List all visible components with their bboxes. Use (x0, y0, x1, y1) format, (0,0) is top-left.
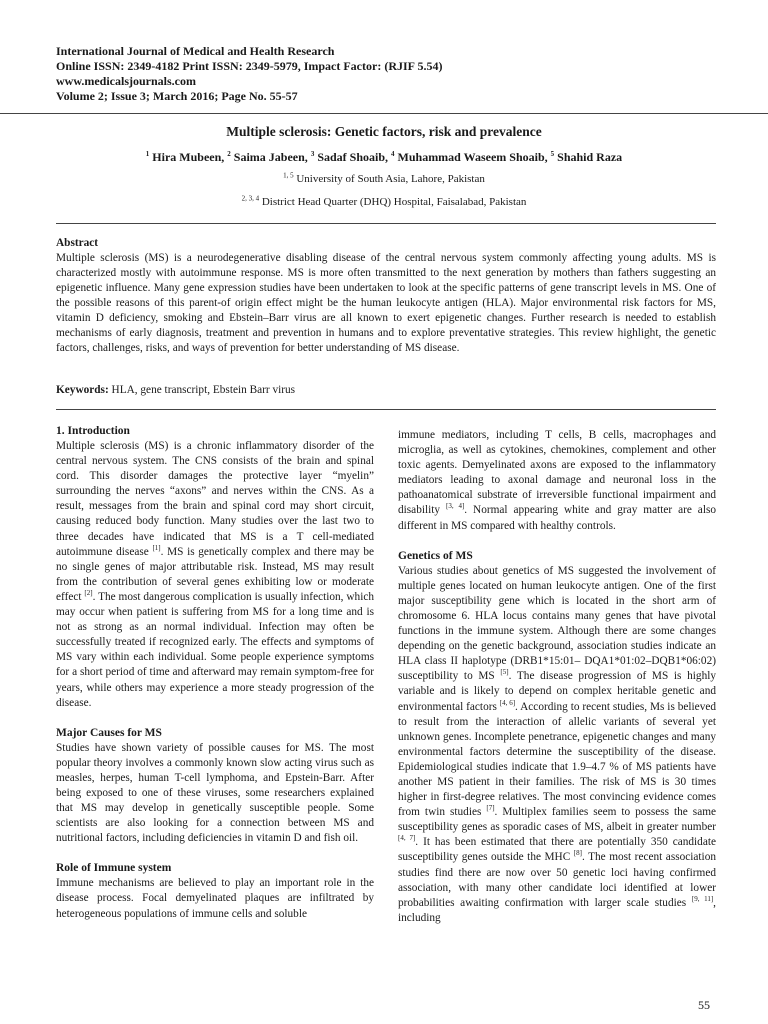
keywords-label: Keywords: (56, 384, 109, 396)
abstract-top-divider (56, 223, 716, 224)
section-heading-genetics: Genetics of MS (398, 549, 473, 562)
paper-title: Multiple sclerosis: Genetic factors, risk and prevalence (226, 124, 542, 139)
author-sup: 5 (550, 150, 555, 158)
page-number: 55 (698, 998, 710, 1012)
author-list (0, 150, 768, 165)
intro-paragraph: Multiple sclerosis (MS) is a chronic inflammatory disorder of the central nervous system. The CNS consists of the brain and spinal cord. This disorder damages the protective layer “myelin” surrounding the nerves “axons” and nerves within the CNS. As a result, messages from the brain and spinal cord may short circuit, causing reduced body function. Many studies over the last two to three decades have indicated that MS is a T cell-mediated autoimmune disease [1]. MS is genetically complex and there may be no single genes of major attributable risk. Instead, MS may result from the contribution of several genes exhibiting low or moderate effect [2]. The most dangerous complication is usually infection, which may occur when patient is suffering from MS for a long time and is not as strong as an normal individual. Infection may often be successfully treated if recognized early. The effects and symptoms of MS vary within each individual. Some people experience symptoms for a short period of time and afterward may remain symptom-free for years, while others may experience a more steady progression of the disease. (56, 440, 375, 709)
author-name: Shahid Raza (557, 150, 623, 164)
author-name: Muhammad Waseem Shoaib, (397, 150, 548, 164)
citation[interactable]: [9, 11] (691, 894, 714, 903)
author-name: Hira Mubeen, (152, 150, 225, 164)
causes-paragraph: Studies have shown variety of possible causes for MS. The most popular theory involves a commonly known slow acting virus such as measles, herpes, human T-cell lymphoma, and Epstein-Barr. After being exposed to one of these viruses, some researchers explained that MS may develop in genetically susceptible people. Some scientists are also looking for a connection between MS and nutritional factors, including deficiencies in vitamin D and fish oil. (56, 741, 374, 845)
author-name: Saima Jabeen, (233, 150, 308, 164)
affiliation-text: District Head Quarter (DHQ) Hospital, Faisalabad, Pakistan (261, 196, 527, 208)
abstract-section (56, 236, 716, 356)
journal-issn: Online ISSN: 2349-4182 Print ISSN: 2349-5979, Impact Factor: (RJIF 5.54) (56, 59, 443, 73)
affiliation (0, 173, 768, 185)
genetics-paragraph: Various studies about genetics of MS suggested the involvement of multiple genes located on human leukocyte antigen. One of the first major susceptibility gene which is located in the short arm of chromosome 6. HLA locus contains many genes that have pivotal functions in the immune system. Although there are some changes depending on the genetic background, association studies indicate an HLA class II haplotype (DRB1*15:01– DQA1*01:02–DQB1*06:02) susceptibility to MS [5]. The disease progression of MS is highly variable and is likely to depend on complex heritable genetic and environmental factors [4, 6]. According to recent studies, Ms is believed to result from the interaction of allelic variants of several yet unknown genes. Incomplete penetrance, epigenetic changes and many environmental factors determine the susceptibility of the disease. Epidemiological studies indicate that 1.9–4.7 % of MS patients have another MS patient in their families. The risk of MS is 30 times higher in first-degree relatives. The most convincing evidence comes from twin studies [7]. Multiplex families seem to possess the same susceptibility genes as sporadic cases of MS, albeit in greater number [4, 7]. It has been estimated that there are potentially 350 candidate susceptibility genes outside the MHC [8]. The most recent association studies find there are now over 50 genetic loci having confirmed association, with many other candidate loci identified at lower probabilities awaiting confirmation with larger scale studies [9, 11], including (398, 564, 717, 924)
section-heading-causes: Major Causes for MS (56, 726, 162, 739)
body-divider (56, 409, 716, 410)
section-heading-immune: Role of Immune system (56, 862, 172, 875)
affiliation-text: University of South Asia, Lahore, Pakistan (296, 173, 485, 185)
abstract-text: Multiple sclerosis (MS) is a neurodegenerative disabling disease of the central nervous system commonly affecting young adults. MS is characterized mostly with autoimmune response. MS is more often transmitted to the next generation by mothers than fathers suggesting an epigenetic influence. Many gene expression studies have been undertaken to look at the specific patterns of gene transcript levels in MS. One of the possible reasons of this parent-of origin effect might be the human leukocyte antigen (HLA). Major environmental risk factors for MS, vitamin D deficiency, smoking and Ebstein–Barr virus are all known to exert epigenetic changes. Further research is needed to establish mechanisms of early diagnosis, treatment and prevention in humans and to explore preventative strategies. This review highlight, the genetic factors, challenges, risks, and ways of prevention for better understanding of MS disease. (56, 252, 716, 354)
immune-paragraph: Immune mechanisms are believed to play an important role in the disease process. Focal demyelinated plaques are infiltrated by heterogeneous populations of immune cells and soluble (56, 877, 374, 920)
author-sup: 3 (310, 150, 315, 158)
keywords-text: HLA, gene transcript, Ebstein Barr virus (111, 384, 296, 396)
citation[interactable]: [8] (573, 849, 582, 858)
citation[interactable]: [7] (486, 804, 495, 813)
citation[interactable]: [5] (500, 668, 509, 677)
author-name: Sadaf Shoaib, (317, 150, 389, 164)
journal-volume: Volume 2; Issue 3; March 2016; Page No. 55-57 (56, 89, 298, 103)
right-column (398, 428, 716, 926)
header-divider (0, 113, 768, 114)
journal-website[interactable]: www.medicalsjournals.com (56, 74, 196, 88)
immune-paragraph-continued: immune mediators, including T cells, B cells, macrophages and microglia, as well as cytokines, chemokines, complement and other toxic agents. Demyelinated axons are exposed to the inflammatory mediators leading to axonal damage and neuronal loss in the pathoanatomical substrate of irreversible functional impairment and disability [3, 4]. Normal appearing white and gray matter are also different in MS compared with healthy controls. (398, 429, 716, 532)
affiliation (0, 196, 768, 208)
abstract-heading: Abstract (56, 237, 99, 249)
keywords-line (56, 384, 716, 396)
journal-header (56, 44, 716, 104)
author-sup: 4 (391, 150, 395, 158)
author-sup: 2 (227, 150, 231, 158)
citation[interactable]: [4, 7] (398, 834, 416, 843)
affiliation-sup: 2, 3, 4 (241, 194, 260, 203)
citation[interactable]: [4, 6] (499, 698, 516, 707)
author-sup: 1 (145, 150, 150, 158)
citation[interactable]: [2] (84, 589, 93, 598)
section-heading-introduction: 1. Introduction (56, 425, 130, 437)
affiliation-sup: 1, 5 (283, 171, 294, 180)
citation[interactable]: [3, 4] (446, 502, 465, 511)
citation[interactable]: [1] (152, 543, 161, 552)
journal-name: International Journal of Medical and Health Research (56, 44, 335, 58)
left-column (56, 424, 374, 922)
